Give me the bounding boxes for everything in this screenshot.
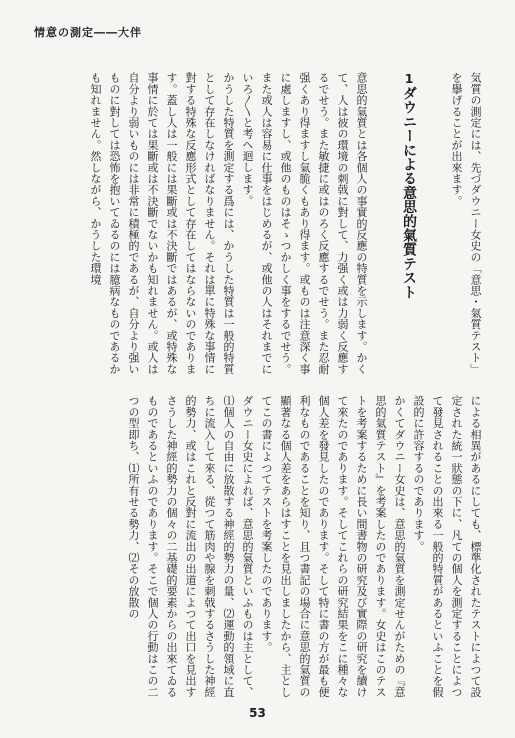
- section-title: ダウニーによる意思的氣質テスト: [401, 86, 417, 300]
- section-number: 1: [402, 72, 416, 87]
- bottom-body-text: による相異があるにしても、標準化されたテストによつて設定された統一狀態の下に、凡ての個人を測定することによつて發見されることの出來る一般的特質があるといふことを假設的に許容するのであります。 かくてダウニー女史は、意思的氣質を測定せんがための『意思的氣質テスト』を考案したのであります。女史はこのテストを考案するために長い間書物の研究及び實際の研究を續けて來たのであります。そしてこれらの研究結果をこに種々な個人差を發見したのであります。そして特に書の方が最も便利なものであることを知り、且つ書記の場合に意思的氣質の顯著なる個人差をあらはすことを見出しましたから、主としてこの書によつてテストを考案したのであります。 ダウニー女史によれば、意思的氣質といふものは主として、⑴個人の自由に放散する神經的勢力の量、⑵運動的領域に直ちに流入して來る、從つて筋肉や腺を刺戟するさうした神經的勢力、或はこれと反對に流出の出道によつて出口を見出すさうした神經的勢力の個々の二基礎的要素からの出來てゐるものであるといふのであります。そこで個人の行動はこの二つの型即ち、⑴所有せる勢力、⑵その放散の: [127, 395, 482, 698]
- running-head: 情意の測定――大伴: [34, 26, 142, 39]
- intro-paragraph: 気質の測定には、先づダウニー女史の「意思・氣質テスト」を擧げることが出來ます。: [450, 72, 482, 375]
- page-number: 53: [249, 706, 266, 720]
- section-heading: [379, 72, 439, 381]
- top-body-text: 意思的氣質とは各個人の事實的反應の特質を示します。かくて、人は彼の環境の刺戟に對して、力强く或は力弱く反應するでせう。また敏捷に或はのろく反應するでせう。また忍耐强くあり得ますし氣脆くもあり得ます。或ものは注意深く事に處しますし、或他のものはそゝつかしく事をするでせう。また或人は容易に仕事をはじめるが、或他の人はそれまでにいろ〳〵と考へ迴します。 かうした特質を測定する爲には、かうした特質は一般的特質として存在しなければなりません。それは單に特殊な事情に對する特殊な反應形式として存在してはならないのであります。蓋し人は一般には果斷或は不決斷ではあるが、或特殊な事情に於ては果斷或は不決斷でないかも知れません。或人は自分より弱いものには非常に積極的であるが、自分より强いものに對しては恐怖を抱いてゐるのには臆病なものであるかも知れません。然しながら、かうした環境: [89, 72, 368, 375]
